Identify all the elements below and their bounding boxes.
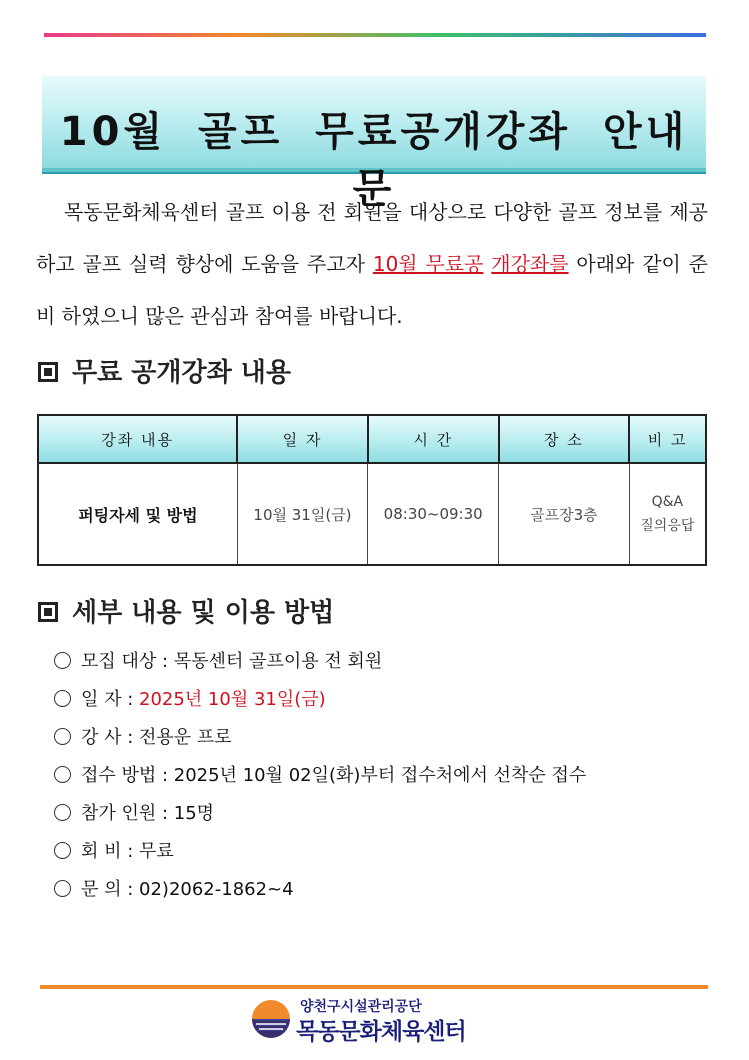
circle-bullet-icon — [54, 652, 71, 669]
sunrise-logo-icon — [250, 998, 292, 1040]
list-item — [54, 797, 586, 835]
header-note: 비 고 — [629, 415, 706, 463]
detail-label: 문 의 : — [81, 879, 140, 900]
list-item — [54, 645, 586, 683]
section-heading-text: 무료 공개강좌 내용 — [72, 358, 292, 388]
header-time: 시 간 — [368, 415, 499, 463]
cell-date: 10월 31일(금) — [237, 463, 368, 565]
org-name: 양천구시설관리공단 — [300, 999, 422, 1015]
circle-bullet-icon — [54, 728, 71, 745]
page-title: 10월 골프 무료공개강좌 안내문 — [59, 109, 689, 212]
section-heading-text: 세부 내용 및 이용 방법 — [72, 598, 335, 628]
table-header-row — [38, 415, 706, 463]
detail-value: 15명 — [173, 803, 215, 824]
list-item — [54, 683, 586, 721]
cell-place: 골프장3층 — [499, 463, 630, 565]
bottom-orange-rule — [40, 985, 708, 989]
note-line-1: Q&A — [651, 494, 684, 510]
lecture-table — [37, 414, 707, 566]
cell-content: 퍼팅자세 및 방법 — [38, 463, 237, 565]
intro-line-1: 목동문화체육센터 골프 이용 전 회원을 대상으로 다양한 골프 — [64, 200, 598, 224]
list-item — [54, 759, 586, 797]
list-item — [54, 835, 586, 873]
details-list — [54, 645, 586, 911]
detail-label: 모집 대상 : — [81, 651, 174, 672]
circle-bullet-icon — [54, 690, 71, 707]
detail-value: 2025년 10월 02일(화)부터 접수처에서 선착순 접수 — [173, 765, 587, 786]
detail-label: 참가 인원 : — [81, 803, 174, 824]
detail-value: 목동센터 골프이용 전 회원 — [173, 651, 383, 672]
circle-bullet-icon — [54, 804, 71, 821]
header-date: 일 자 — [237, 415, 368, 463]
section-heading-details — [38, 592, 334, 629]
section-heading-lecture — [38, 352, 291, 389]
detail-value: 무료 — [139, 841, 174, 862]
square-bullet-icon — [38, 362, 58, 382]
cell-note — [629, 463, 706, 565]
intro-line-2: 정보를 제공하고 골프 실력 향상에 도움을 주고자 — [36, 200, 708, 276]
intro-highlight-2: 개강좌를 — [491, 252, 569, 276]
detail-value: 02)2062-1862~4 — [139, 879, 294, 900]
circle-bullet-icon — [54, 766, 71, 783]
note-line-2: 질의응답 — [640, 518, 695, 534]
circle-bullet-icon — [54, 842, 71, 859]
intro-paragraph — [36, 186, 708, 342]
detail-value: 2025년 10월 31일(금) — [139, 689, 326, 710]
circle-bullet-icon — [54, 880, 71, 897]
intro-highlight-1: 10월 무료공 — [372, 252, 484, 276]
top-gradient-rule — [44, 33, 706, 37]
table-row — [38, 463, 706, 565]
list-item — [54, 721, 586, 759]
list-item — [54, 873, 586, 911]
footer-logo — [250, 996, 510, 1044]
detail-label: 접수 방법 : — [81, 765, 174, 786]
detail-label: 회 비 : — [81, 841, 140, 862]
square-bullet-icon — [38, 602, 58, 622]
detail-value: 전용운 프로 — [139, 727, 232, 748]
detail-label: 일 자 : — [81, 689, 140, 710]
detail-label: 강 사 : — [81, 727, 140, 748]
header-content: 강좌 내용 — [38, 415, 237, 463]
header-place: 장 소 — [499, 415, 630, 463]
cell-time: 08:30~09:30 — [368, 463, 499, 565]
center-name: 목동문화체육센터 — [296, 1019, 466, 1045]
intro-line-3: 아래와 같이 준비 하였으니 많은 관심과 참여를 바랍니다. — [36, 252, 709, 328]
